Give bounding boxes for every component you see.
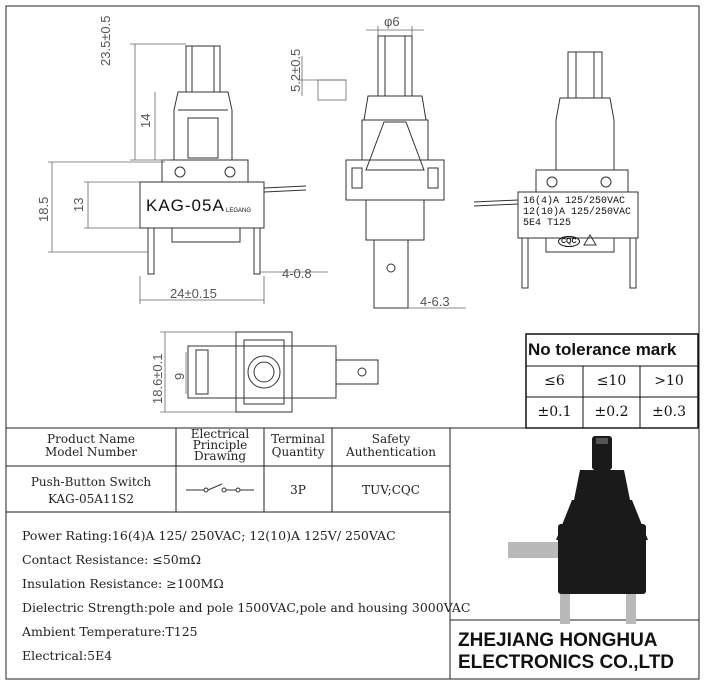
dim-d7: φ6 (384, 14, 400, 29)
dim-d2: 14 (138, 113, 153, 128)
dim-d8: 5.2±0.5 (288, 48, 303, 92)
header-drawing-line-1: Electrical (190, 427, 250, 441)
spec-dielectric-strength: Dielectric Strength:pole and pole 1500VAC,pole and housing 3000VAC (22, 600, 471, 615)
rear-view (474, 52, 638, 288)
brand-mark: LEGANG (226, 208, 252, 214)
header-product-line-1: Product Name (47, 432, 135, 446)
header-safety-line-1: Safety (371, 432, 411, 446)
model-mark: KAG-05A (146, 196, 225, 215)
rating-line-3: 5E4 T125 (523, 218, 572, 229)
dim-d6: 4-0.8 (282, 266, 312, 281)
spec-power-rating: Power Rating:16(4)A 125/ 250VAC; 12(10)A 125V/ 250VAC (22, 528, 396, 543)
company-name-line-1: ZHEJIANG HONGHUA (458, 630, 658, 651)
rating-line-1: 16(4)A 125/250VAC (523, 196, 626, 207)
header-terminal-line-2: Quantity (271, 445, 325, 459)
dim-d4: 13 (71, 197, 86, 212)
dim-d3: 18.5 (36, 196, 51, 222)
side-view (346, 36, 444, 308)
switch-circuit-symbol (186, 484, 254, 492)
spec-insulation-resistance: Insulation Resistance: ≥100MΩ (22, 576, 224, 591)
side-dims (298, 26, 466, 308)
tol-header-3: >10 (654, 373, 684, 389)
spec-contact-resistance: Contact Resistance: ≤50mΩ (22, 552, 201, 567)
tol-header-2: ≤10 (596, 373, 627, 389)
row-safety: TUV;CQC (362, 483, 420, 497)
front-dims (48, 44, 328, 304)
dim-d5: 24±0.15 (170, 286, 217, 301)
rating-label (523, 196, 631, 229)
row-model-number: KAG-05A11S2 (47, 492, 135, 506)
row-terminal: 3P (290, 483, 306, 497)
dim-d1: 23.5±0.5 (98, 15, 113, 66)
bottom-view (188, 332, 378, 412)
row-product (6, 474, 176, 508)
dim-d10: 18.6±0.1 (150, 353, 165, 404)
header-drawing (176, 429, 264, 462)
header-terminal-line-1: Terminal (271, 432, 325, 446)
tol-value-1: ±0.1 (537, 404, 572, 420)
cert-mark: CQC (558, 236, 580, 247)
header-product (6, 433, 176, 459)
header-safety-line-2: Authentication (346, 445, 436, 459)
tolerance-title: No tolerance mark (528, 340, 677, 359)
spec-ambient-temperature: Ambient Temperature:T125 (22, 624, 198, 639)
tol-value-2: ±0.2 (594, 404, 629, 420)
photo-housing (558, 524, 646, 594)
header-drawing-line-2: Principle (192, 438, 248, 452)
product-photo (508, 436, 648, 624)
spec-electrical-life: Electrical:5E4 (22, 648, 113, 663)
header-terminal (264, 433, 332, 459)
header-safety (332, 433, 450, 459)
rating-line-2: 12(10)A 125/250VAC (523, 207, 632, 218)
tol-header-1: ≤6 (544, 373, 565, 389)
tol-value-3: ±0.3 (652, 404, 686, 420)
dim-d11: 9 (172, 372, 187, 380)
header-drawing-line-3: Drawing (193, 449, 247, 463)
company-name-line-2: ELECTRONICS CO.,LTD (458, 652, 675, 673)
dim-d9: 4-6.3 (420, 294, 450, 309)
header-product-line-2: Model Number (44, 445, 138, 459)
photo-tab (508, 542, 558, 558)
row-product-name: Push-Button Switch (30, 475, 152, 489)
photo-upper-body (574, 470, 630, 500)
